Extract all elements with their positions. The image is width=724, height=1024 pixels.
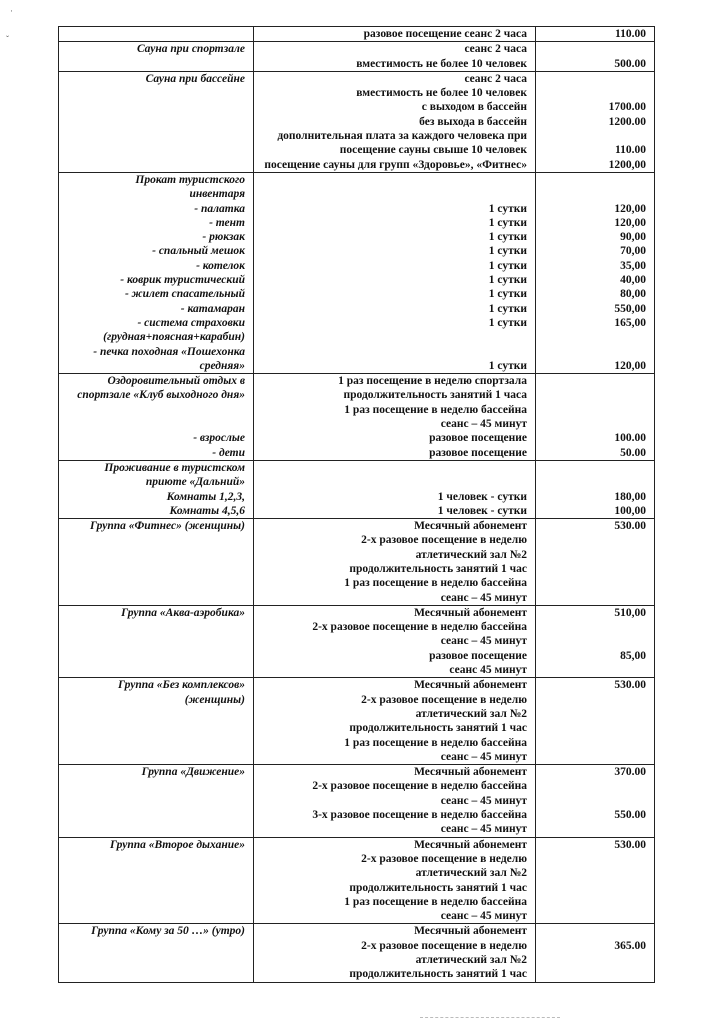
service-name-cell [59,837,254,924]
description-line: 1 сутки [488,359,527,372]
price-cell [536,605,655,677]
price-value [536,86,654,100]
description-line: 2-х разовое посещение в неделю бассейна [312,621,527,634]
table-row [59,605,655,677]
price-cell [536,765,655,837]
service-name-cell [59,460,254,518]
description-line: 2-х разовое посещение в неделю [361,939,527,952]
description-line: 2-х разовое посещение в неделю [361,852,527,865]
price-value: 110.00 [615,28,646,40]
description-cell [254,924,536,982]
description-cell [254,678,536,765]
service-name-cell [59,519,254,606]
description-line: 1 сутки [488,302,527,315]
description-line: 1 раз посещение в неделю спортзала [338,375,527,388]
service-name-line: - жилет спасательный [124,288,245,301]
description-line: 1 раз посещение в неделю бассейна [344,577,527,590]
price-value: 100,00 [614,504,646,517]
description-line [254,475,535,489]
table-row [59,678,655,765]
price-cell [536,42,655,72]
service-name-line: - палатка [194,202,245,215]
service-name-line: - спальный мешок [152,245,245,258]
price-cell [536,678,655,765]
description-line: Месячный абонемент [414,520,527,533]
description-line: дополнительная плата за каждого человека при [277,130,527,143]
description-line: сеанс – 45 минут [440,823,527,836]
table-row [59,42,655,72]
service-name-line: - система страховки [137,316,245,329]
description-line: сеанс – 45 минут [440,794,527,807]
description-line [254,187,535,201]
description-cell [254,460,536,518]
description-line: с выходом в бассейн [421,101,527,114]
description-cell [254,71,536,172]
price-value [536,374,654,388]
service-name-line: (женщины) [184,693,245,706]
price-cell [536,460,655,518]
service-name-cell [59,172,254,373]
description-line: 2-х разовое посещение в неделю [361,534,527,547]
price-value: 50.00 [620,446,646,459]
price-value [536,42,654,56]
price-value: 1200.00 [608,115,646,128]
description-cell [254,765,536,837]
description-line: 3-х разовое посещение в неделю бассейна [312,809,527,822]
description-line [254,345,535,359]
service-name-line: инвентаря [189,188,245,201]
description-line: разовое посещение сеанс 2 часа [363,28,527,40]
description-line: посещение сауны для групп «Здоровье», «Фитнес» [264,158,527,171]
description-line: 2-х разовое посещение в неделю [361,693,527,706]
description-line: посещение сауны свыше 10 человек [339,144,527,157]
price-value: 70,00 [620,245,646,258]
service-name-line: Группа «Без комплексов» [118,679,245,692]
description-line: атлетический зал №2 [415,707,527,720]
price-value: 120,00 [614,202,646,215]
description-cell [254,374,536,461]
description-line: 1 раз посещение в неделю бассейна [344,895,527,908]
price-value: 40,00 [620,274,646,287]
description-cell [254,519,536,606]
service-name-line: Группа «Второе дыхание» [110,838,245,851]
service-name-cell [59,27,254,42]
price-cell [536,519,655,606]
price-table [58,26,655,983]
service-name-line: - коврик туристический [120,274,245,287]
price-value: 180,00 [614,490,646,503]
price-value [536,403,654,417]
price-table-body [59,27,655,983]
service-name-line: спортзале «Клуб выходного дня» [77,389,245,402]
price-value [536,794,654,808]
price-value [536,461,654,475]
service-name-line [59,27,253,41]
scan-mark-icon: · [10,6,13,16]
price-value: 370.00 [614,766,646,779]
price-value: 1200,00 [608,158,646,171]
description-line [254,330,535,344]
scan-artifact [420,1017,560,1020]
price-value: 530.00 [614,520,646,533]
price-value: 365.00 [614,939,646,952]
description-line: вместимость не более 10 человек [356,87,527,100]
description-line: атлетический зал №2 [415,954,527,966]
price-value: 80,00 [620,288,646,301]
table-row [59,837,655,924]
description-line: сеанс 2 часа [464,72,527,85]
price-value [536,72,654,86]
service-name-line: - дети [212,446,245,459]
service-name-cell [59,374,254,461]
service-name-line: - котелок [196,259,245,272]
price-value: 120,00 [614,359,646,372]
service-name-line: - взрослые [193,432,245,445]
service-name-line: - катамаран [180,302,245,315]
service-name-line: Группа «Движение» [141,766,245,779]
price-value [536,330,654,344]
scan-mark-icon: ˇ [6,34,9,44]
price-value: 550,00 [614,302,646,315]
description-line: 2-х разовое посещение в неделю бассейна [312,780,527,793]
price-cell [536,172,655,373]
description-line [254,173,535,187]
service-name-line: средняя» [199,359,245,372]
service-name-line: Группа «Аква-аэробика» [121,606,245,619]
price-value [536,620,654,634]
price-cell [536,27,655,42]
description-line: продолжительность занятий 1 час [349,722,527,735]
description-line: сеанс – 45 минут [440,635,527,648]
table-row [59,27,655,42]
table-row [59,172,655,373]
table-row [59,519,655,606]
service-name-line: Проживание в туристском [104,461,245,474]
price-value: 100.00 [614,432,646,445]
price-value [536,129,654,143]
description-cell [254,605,536,677]
service-name-cell [59,605,254,677]
description-cell [254,172,536,373]
price-value: 90,00 [620,231,646,244]
service-name-line: Группа «Фитнес» (женщины) [90,520,245,533]
description-line: вместимость не более 10 человек [356,57,527,70]
table-row [59,374,655,461]
description-line: продолжительность занятий 1 час [349,562,527,575]
description-line: 1 раз посещение в неделю бассейна [344,736,527,749]
price-value [536,187,654,201]
price-value [536,663,654,677]
description-line: Месячный абонемент [414,606,527,619]
description-line: сеанс 2 часа [464,43,527,56]
description-line: 1 сутки [488,288,527,301]
table-row [59,765,655,837]
description-line: Месячный абонемент [414,679,527,692]
price-value [536,475,654,489]
service-name-line: Сауна при спортзале [136,43,245,56]
description-line: Месячный абонемент [414,766,527,779]
description-cell [254,42,536,72]
description-line: разовое посещение [429,649,527,662]
service-name-line: приюте «Дальний» [145,476,245,489]
price-value [536,822,654,836]
price-value: 550.00 [614,809,646,822]
description-line: без выхода в бассейн [419,115,527,128]
description-line: 1 сутки [488,259,527,272]
description-line: Месячный абонемент [414,838,527,851]
description-line: 1 сутки [488,216,527,229]
service-name-line: Группа «Кому за 50 …» (утро) [91,925,245,938]
description-line: сеанс – 45 минут [440,910,527,923]
service-name-cell [59,678,254,765]
table-row [59,460,655,518]
service-name-line: Сауна при бассейне [145,72,245,85]
price-value: 35,00 [620,259,646,272]
description-line: сеанс – 45 минут [440,591,527,604]
price-value: 530.00 [614,838,646,851]
service-name-line: Комнаты 4,5,6 [169,504,245,517]
description-cell [254,837,536,924]
description-line: 1 сутки [488,202,527,215]
description-line: 1 сутки [488,231,527,244]
description-line: 1 сутки [488,316,527,329]
description-line: разовое посещение [429,432,527,445]
table-row [59,71,655,172]
price-value [536,173,654,187]
description-line: Месячный абонемент [414,925,527,938]
price-value: 530.00 [614,679,646,692]
description-line: продолжительность занятий 1 час [349,881,527,894]
price-value: 500.00 [614,57,646,70]
price-value: 110.00 [615,144,646,157]
service-name-line: Комнаты 1,2,3, [166,490,245,503]
price-value: 1700.00 [608,101,646,114]
price-cell [536,71,655,172]
service-name-line: - рюкзак [202,231,245,244]
description-line [254,461,535,475]
service-name-cell [59,765,254,837]
description-line: разовое посещение [429,446,527,459]
price-value [536,345,654,359]
service-name-line: (грудная+поясная+карабин) [103,331,245,344]
price-value: 510,00 [614,606,646,619]
table-row [59,924,655,982]
description-line: сеанс – 45 минут [440,750,527,763]
price-cell [536,924,655,982]
description-cell [254,27,536,42]
price-value [536,388,654,402]
description-line: сеанс – 45 минут [440,418,527,431]
description-line: 1 человек - сутки [437,490,527,503]
service-name-line: Прокат туристского [135,173,245,186]
description-line: продолжительность занятий 1 час [349,968,527,981]
service-name-line [59,403,253,417]
service-name-line: - печка походная «Пошехонка [93,345,245,358]
service-name-line [59,417,253,431]
price-value: 85,00 [620,649,646,662]
price-value [536,779,654,793]
price-cell [536,374,655,461]
price-value [536,924,654,938]
description-line: 1 сутки [488,274,527,287]
price-cell [536,837,655,924]
price-value [536,417,654,431]
description-line: атлетический зал №2 [415,867,527,880]
description-line: продолжительность занятий 1 часа [343,389,527,402]
price-value: 165,00 [614,316,646,329]
description-line: атлетический зал №2 [415,548,527,561]
description-line: 1 человек - сутки [437,504,527,517]
service-name-cell [59,924,254,982]
service-name-cell [59,71,254,172]
service-name-cell [59,42,254,72]
description-line: 1 сутки [488,245,527,258]
price-value: 120,00 [614,216,646,229]
price-value [536,634,654,648]
description-line: 1 раз посещение в неделю бассейна [344,403,527,416]
service-name-line: Оздоровительный отдых в [107,375,245,388]
service-name-line: - тент [209,216,245,229]
description-line: сеанс 45 минут [449,664,527,677]
